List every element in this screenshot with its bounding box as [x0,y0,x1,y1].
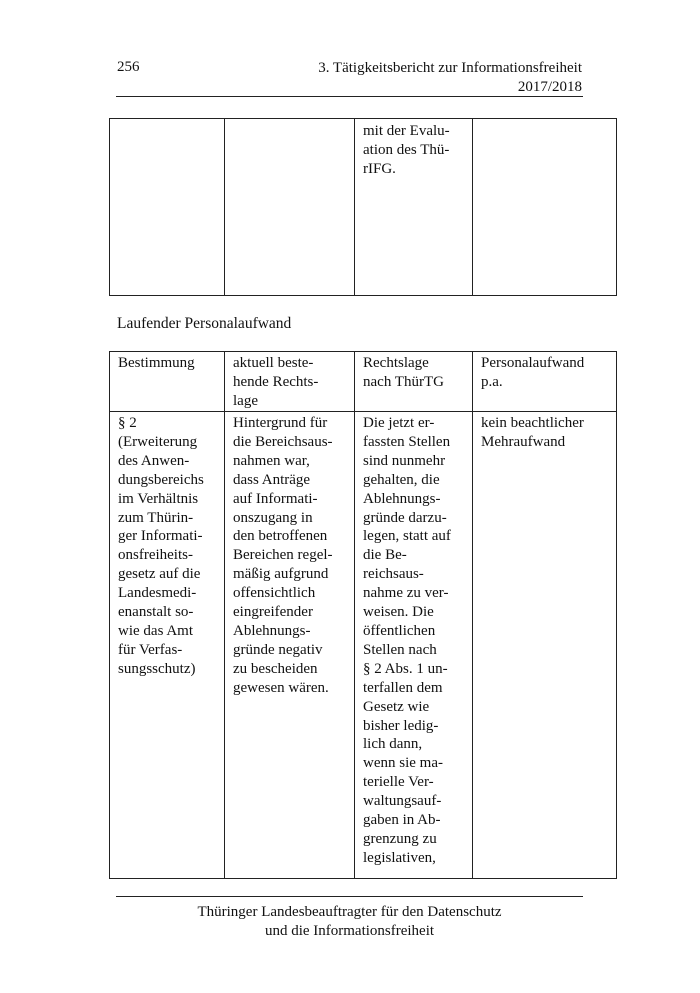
cell-text-line: § 2 Abs. 1 un- [363,660,448,677]
cell-text-line: legislativen, [363,849,436,866]
footer-line: Thüringer Landesbeauftragter für den Datenschutz [197,904,502,920]
cell-text-line: Rechtslage [363,355,429,371]
cell-text-line: Landesmedi- [118,585,197,602]
cell-text-line: terfallen dem [363,679,443,696]
personnel-cost-table [109,351,617,879]
cell-text-line: nahmen war, [233,452,310,469]
cell-text-line: hende Rechts- [233,374,319,390]
cell-text-line: ation des Thü- [363,141,450,158]
running-title-line: 3. Tätigkeitsbericht zur Informationsfreiheit [318,60,582,76]
cell-text-line: im Verhältnis [118,490,199,507]
cell-text-line: eingreifender [233,604,313,621]
cell-text-line: aktuell beste- [233,355,314,371]
column-header [110,352,225,412]
table-cell [355,412,473,879]
cell-text-line: dass Anträge [233,471,311,488]
cell-text-line: reichsaus- [363,566,424,583]
section-heading: Laufender Personalaufwand [117,315,292,332]
cell-text-line: gaben in Ab- [363,812,441,829]
cell-text-line: offensichtlich [233,585,316,602]
column-header [473,352,617,412]
cell-text-line: öffentlichen [363,622,436,639]
cell-text-line: Personalaufwand [481,355,585,371]
table-cell [225,412,355,879]
cell-text-line: dungsbereichs [118,471,204,488]
cell-text-line: (Erweiterung [118,433,198,450]
cell-text-line: gewesen wären. [233,679,329,696]
cell-text-line: fassten Stellen [363,433,451,450]
cell-text-line: mit der Evalu- [363,123,450,139]
continuation-table [109,118,617,296]
cell-text-line: wenn sie ma- [363,755,443,772]
cell-text-line: Bereichen regel- [233,547,333,564]
footer-line: und die Informationsfreiheit [264,923,435,939]
cell-text-line: weisen. Die [363,604,434,621]
cell-text-line: gründe negativ [233,641,323,658]
table-row [110,412,617,879]
cell-text-line: Ablehnungs- [363,490,441,507]
cell-text-line: nach ThürTG [363,374,444,390]
cell-text-line: des Anwen- [118,452,190,469]
table-cell [225,119,355,296]
cell-text-line: sind nunmehr [363,452,446,469]
cell-text-line: gehalten, die [363,471,440,488]
column-header [355,352,473,412]
cell-text-line: auf Informati- [233,490,318,507]
cell-text-line: den betroffenen [233,528,328,545]
cell-text-line: legen, statt auf [363,528,451,545]
table-cell [110,412,225,879]
cell-text-line: die Bereichsaus- [233,433,333,450]
cell-text-line: nahme zu ver- [363,585,449,602]
running-title [222,59,582,97]
cell-text-line: lage [233,393,258,409]
cell-text-line: p.a. [481,374,503,390]
cell-text-line: gründe darzu- [363,509,447,526]
header-divider [116,96,583,97]
cell-text-line: waltungsauf- [363,793,442,810]
cell-text-line: onsfreiheits- [118,547,193,564]
cell-text-line: terielle Ver- [363,774,434,791]
cell-text-line: wie das Amt [118,622,193,639]
cell-text-line: gesetz auf die [118,566,201,583]
cell-text-line: zu bescheiden [233,660,318,677]
cell-text-line: Stellen nach [363,641,437,658]
table-cell [473,119,617,296]
table-header-row [110,352,617,412]
table-cell [473,412,617,879]
cell-text-line: sungsschutz) [118,660,196,677]
table-row [110,119,617,296]
cell-text-line: Mehraufwand [481,433,566,450]
cell-text-line: lich dann, [363,736,423,753]
page-number: 256 [117,59,140,75]
cell-text-line: onszugang in [233,509,313,526]
footer-divider [116,896,583,897]
cell-text-line: kein beachtlicher [481,415,584,431]
cell-text-line: mäßig aufgrund [233,566,329,583]
column-header [225,352,355,412]
cell-text-line: grenzung zu [363,830,437,847]
cell-text-line: Die jetzt er- [363,415,435,431]
cell-text-line: bisher ledig- [363,717,439,734]
cell-text-line: Gesetz wie [363,698,430,715]
cell-text-line: Bestimmung [118,355,195,371]
cell-text-line: Ablehnungs- [233,622,311,639]
cell-text-line: enanstalt so- [118,604,194,621]
cell-text-line: zum Thürin- [118,509,194,526]
running-title-line: 2017/2018 [517,79,582,95]
cell-text-line: § 2 [118,415,137,431]
table-cell [355,119,473,296]
cell-text-line: die Be- [363,547,407,564]
cell-text-line: für Verfas- [118,641,183,658]
cell-text-line: ger Informati- [118,528,203,545]
footer [116,903,583,941]
table-cell [110,119,225,296]
cell-text-line: rIFG. [363,160,396,177]
cell-text-line: Hintergrund für [233,415,328,431]
